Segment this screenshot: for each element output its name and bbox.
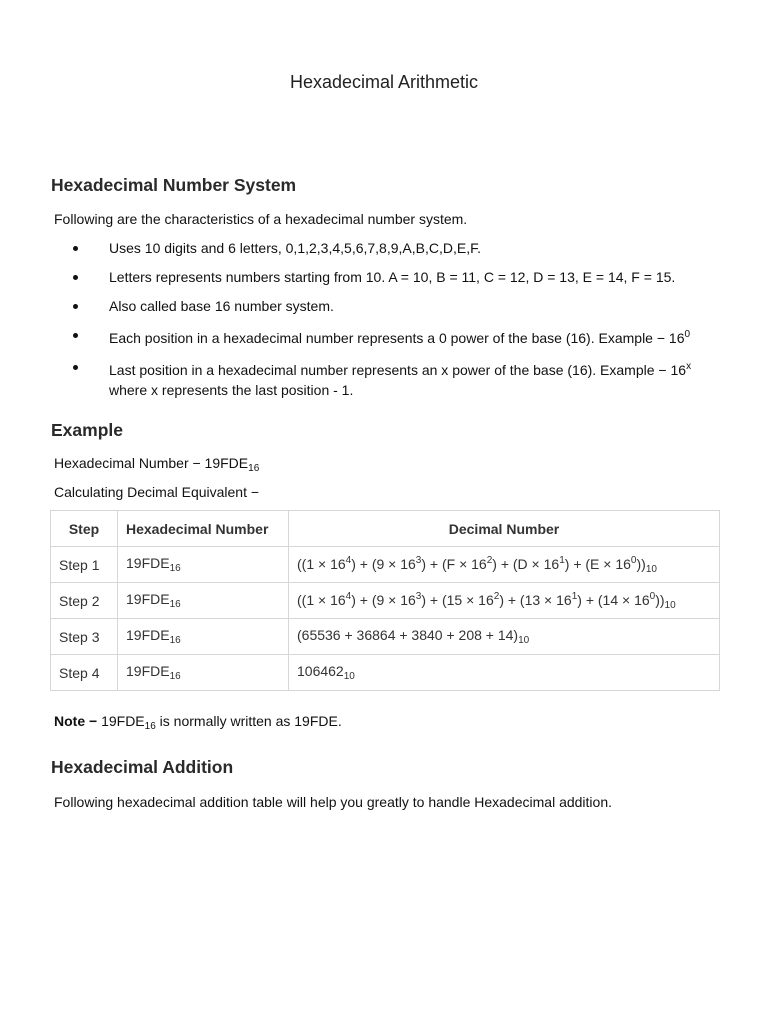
step-cell: Step 1 bbox=[51, 547, 118, 583]
bullet-icon bbox=[73, 275, 78, 280]
calc-label: Calculating Decimal Equivalent − bbox=[54, 484, 260, 500]
decimal-cell: $((1 \times 16^4) + (9 \times 16^3) + (F \times 16^2) + (D \times 16^1) + (E \times 16^0))_{10}$ bbox=[289, 547, 720, 583]
addition-intro: Following hexadecimal addition table will help you greatly to handle Hexadecimal addition. bbox=[54, 794, 612, 810]
hex-cell: $19FDE_{16}$ bbox=[118, 655, 289, 691]
hex-cell: $19FDE_{16}$ bbox=[118, 547, 289, 583]
column-header-hex: Hexadecimal Number bbox=[118, 511, 289, 547]
characteristics-list bbox=[0, 238, 768, 409]
list-item: Uses 10 digits and 6 letters, 0,1,2,3,4,5,6,7,8,9,A,B,C,D,E,F. bbox=[0, 238, 719, 258]
hex-number-line: Hexadecimal Number − $19FDE_{16}$ bbox=[54, 455, 260, 474]
page-title: Hexadecimal Arithmetic bbox=[289, 72, 479, 92]
step-cell: Step 4 bbox=[51, 655, 118, 691]
list-item: Letters represents numbers starting from 10. A = 10, B = 11, C = 12, D = 13, E = 14, F = 15. bbox=[0, 267, 719, 287]
section-intro: Following are the characteristics of a hexadecimal number system. bbox=[54, 211, 468, 227]
bullet-icon bbox=[73, 333, 78, 338]
column-header-decimal: Decimal Number bbox=[289, 511, 720, 547]
list-item: Each position in a hexadecimal number represents a 0 power of the base (16). Example − $16^0$ bbox=[0, 325, 719, 348]
column-header-step: Step bbox=[51, 511, 118, 547]
step-cell: Step 2 bbox=[51, 583, 118, 619]
bullet-icon bbox=[73, 304, 78, 309]
section-heading-number-system: Hexadecimal Number System bbox=[51, 175, 297, 195]
table-row bbox=[51, 547, 720, 583]
bullet-icon bbox=[73, 246, 78, 251]
hex-cell: $19FDE_{16}$ bbox=[118, 619, 289, 655]
conversion-table bbox=[50, 510, 720, 691]
section-heading-example: Example bbox=[51, 420, 123, 440]
hex-cell: $19FDE_{16}$ bbox=[118, 583, 289, 619]
table-row bbox=[51, 583, 720, 619]
list-item: Also called base 16 number system. bbox=[0, 296, 719, 316]
list-item: Last position in a hexadecimal number represents an x power of the base (16). Example − $16^x$ where x represents the last position - 1. bbox=[0, 357, 719, 400]
table-row bbox=[51, 619, 720, 655]
table-row bbox=[51, 655, 720, 691]
bullet-icon bbox=[73, 365, 78, 370]
note-line: Note − $19FDE_{16}$ is normally written as 19FDE. bbox=[54, 713, 342, 732]
decimal-cell: $106462_{10}$ bbox=[289, 655, 720, 691]
decimal-cell: $(65536 + 36864 + 3840 + 208 + 14)_{10}$ bbox=[289, 619, 720, 655]
decimal-cell: $((1 \times 16^4) + (9 \times 16^3) + (15 \times 16^2) + (13 \times 16^1) + (14 \times 16^0))_{10}$ bbox=[289, 583, 720, 619]
section-heading-addition: Hexadecimal Addition bbox=[51, 757, 234, 777]
step-cell: Step 3 bbox=[51, 619, 118, 655]
table-header-row bbox=[51, 511, 720, 547]
